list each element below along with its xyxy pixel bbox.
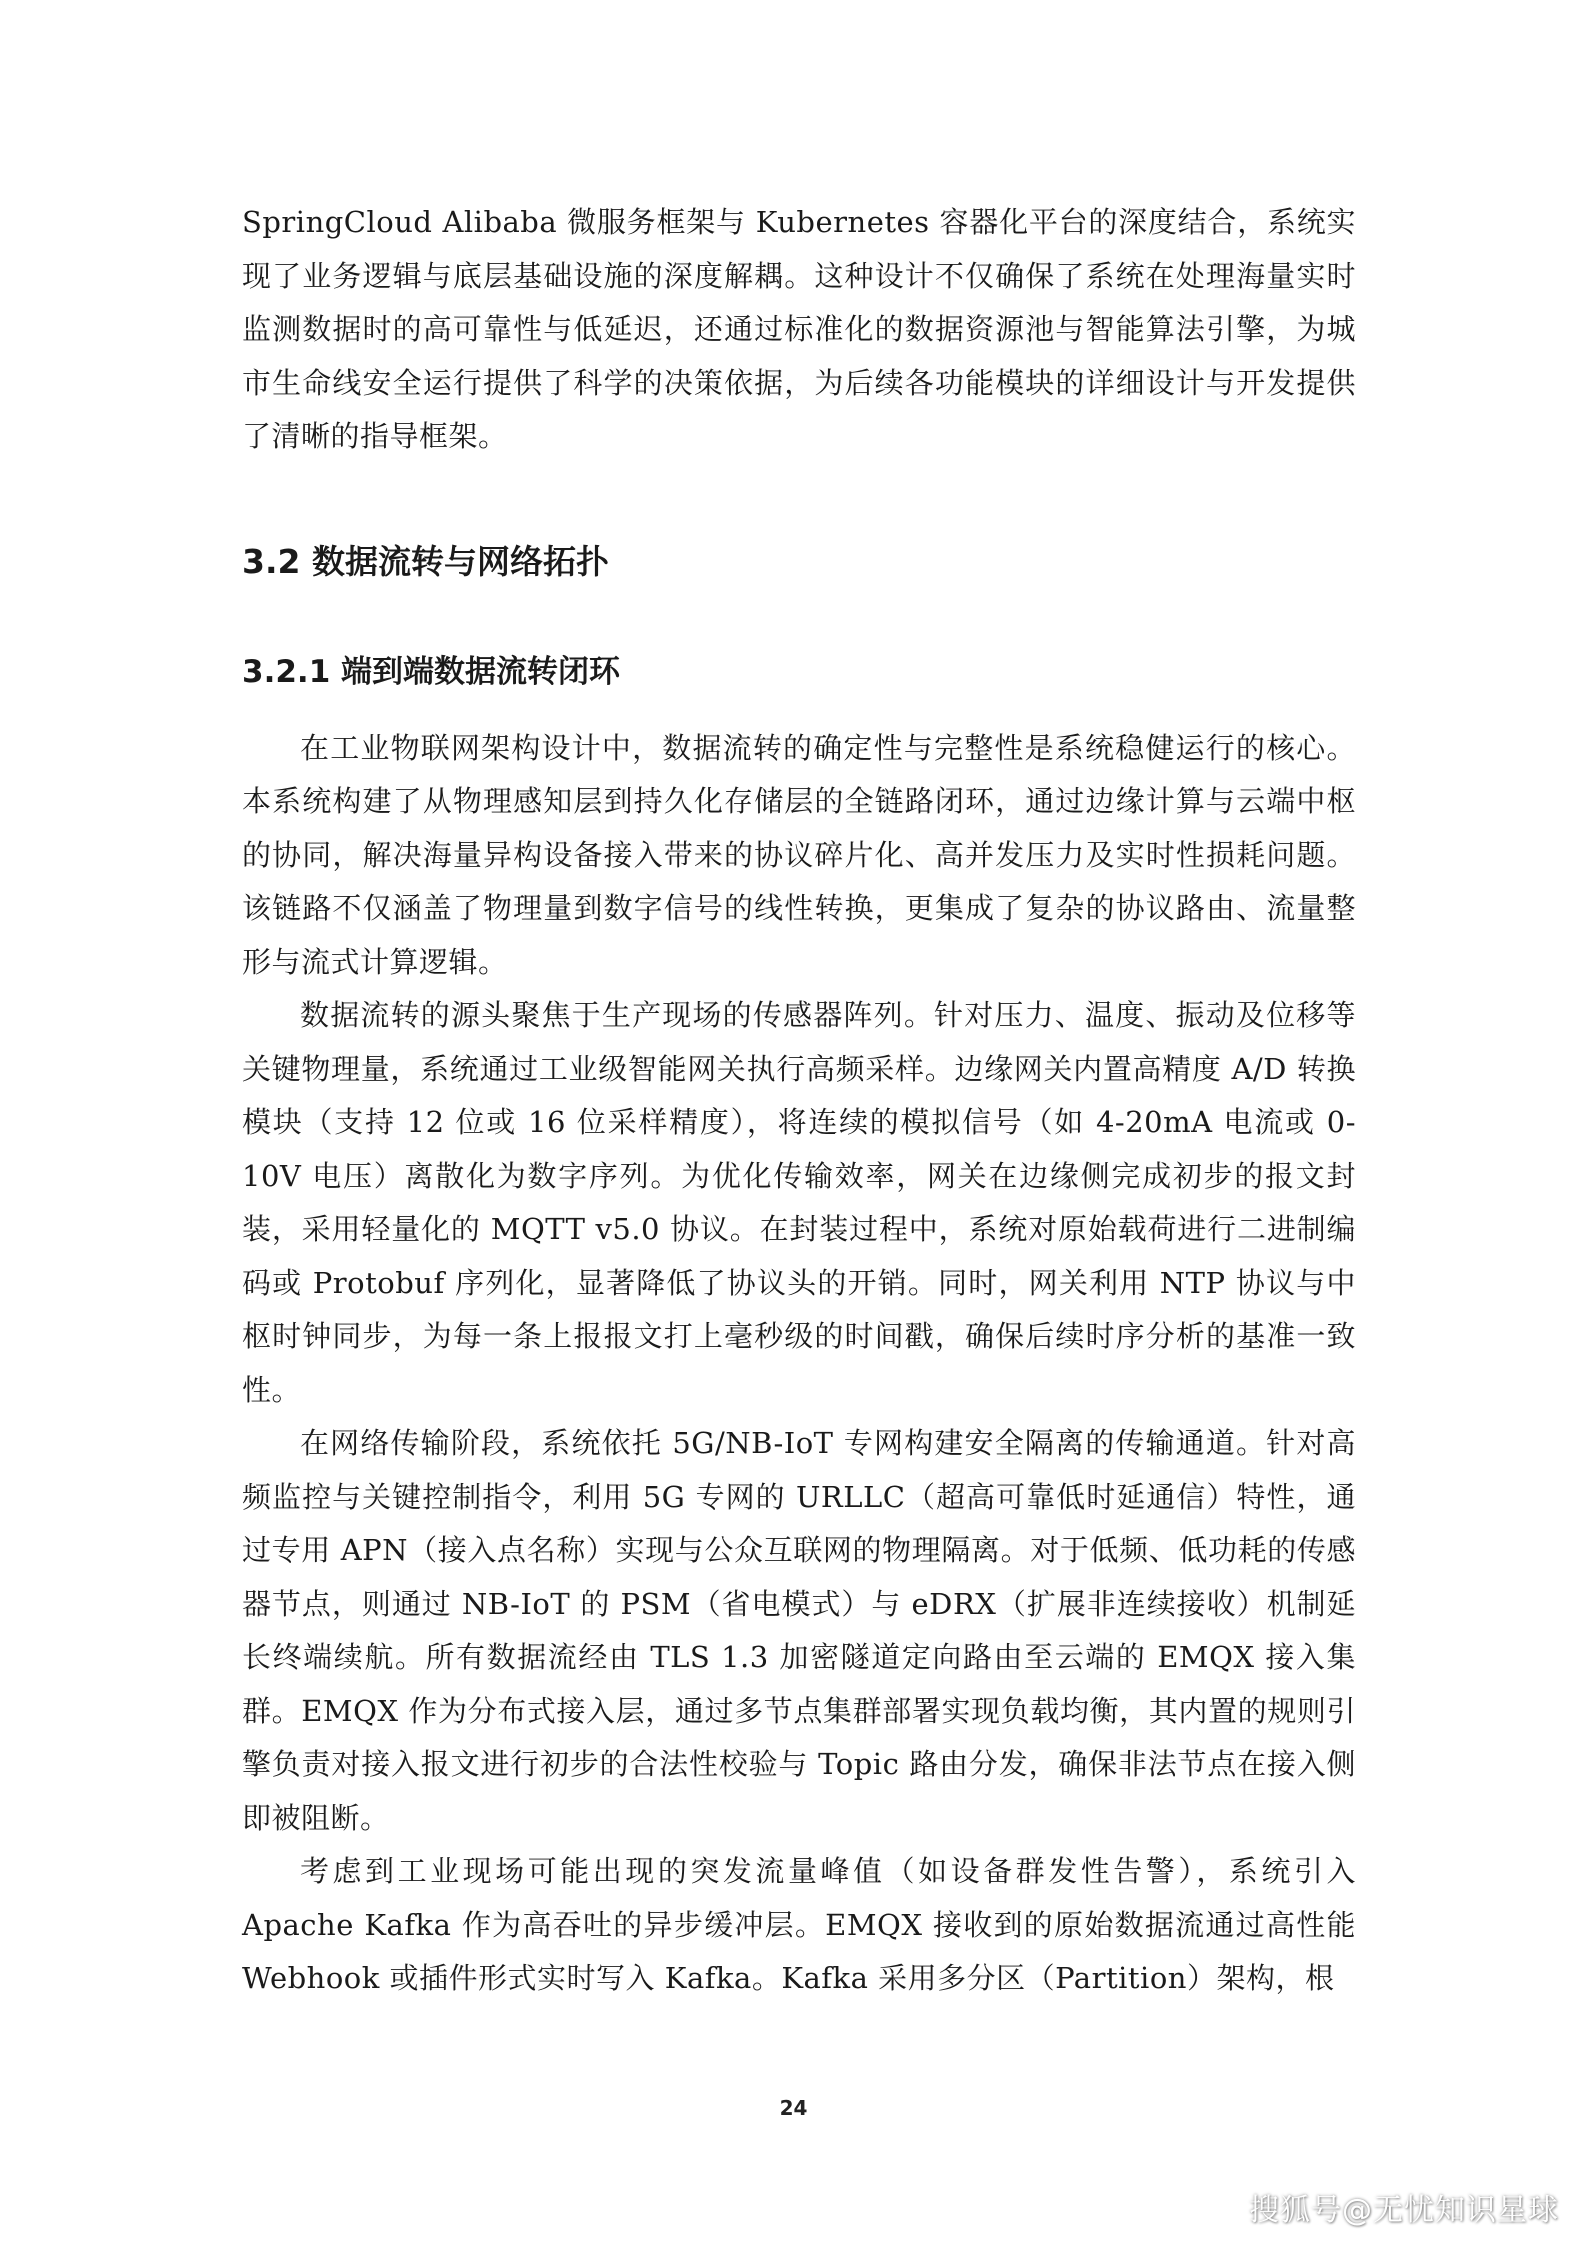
subsection-heading: 3.2.1 端到端数据流转闭环 — [242, 653, 621, 690]
page-number: 24 — [779, 2096, 808, 2120]
body-paragraph-1: 在工业物联网架构设计中，数据流转的确定性与完整性是系统稳健运行的核心。本系统构建了从物理感知层到持久化存储层的全链路闭环，通过边缘计算与云端中枢的协同，解决海量异构设备接入带来的协议碎片化、高并发压力及实时性损耗问题。该链路不仅涵盖了物理量到数字信号的线性转换，更集成了复杂的协议路由、流量整形与流式计算逻辑。 — [242, 730, 1356, 979]
intro-paragraph: SpringCloud Alibaba 微服务框架与 Kubernetes 容器化平台的深度结合，系统实现了业务逻辑与底层基础设施的深度解耦。这种设计不仅确保了系统在处理海量实时监测数据时的高可靠性与低延迟，还通过标准化的数据资源池与智能算法引擎，为城市生命线安全运行提供了科学的决策依据，为后续各功能模块的详细设计与开发提供了清晰的指导框架。 — [242, 205, 1356, 453]
body-paragraph-3: 在网络传输阶段，系统依托 5G/NB-IoT 专网构建安全隔离的传输通道。针对高频监控与关键控制指令，利用 5G 专网的 URLLC（超高可靠低时延通信）特性，通过专用 APN（接入点名称）实现与公众互联网的物理隔离。对于低频、低功耗的传感器节点，则通过 NB-IoT 的 PSM（省电模式）与 eDRX（扩展非连续接收）机制延长终端续航。所有数据流经由 TLS 1.3 加密隧道定向路由至云端的 EMQX 接入集群。EMQX 作为分布式接入层，通过多节点集群部署实现负载均衡，其内置的规则引擎负责对接入报文进行初步的合法性校验与 Topic 路由分发，确保非法节点在接入侧即被阻断。 — [242, 1426, 1356, 1835]
watermark: 搜狐号@无忧知识星球 — [1249, 2193, 1559, 2228]
body-paragraph-2: 数据流转的源头聚焦于生产现场的传感器阵列。针对压力、温度、振动及位移等关键物理量，系统通过工业级智能网关执行高频采样。边缘网关内置高精度 A/D 转换模块（支持 12 位或 16 位采样精度），将连续的模拟信号（如 4-20mA 电流或 0-10V 电压）离散化为数字序列。为优化传输效率，网关在边缘侧完成初步的报文封装，采用轻量化的 MQTT v5.0 协议。在封装过程中，系统对原始载荷进行二进制编码或 Protobuf 序列化，显著降低了协议头的开销。同时，网关利用 NTP 协议与中枢时钟同步，为每一条上报报文打上毫秒级的时间戳，确保后续时序分析的基准一致性。 — [242, 998, 1356, 1407]
body-paragraph-4: 考虑到工业现场可能出现的突发流量峰值（如设备群发性告警），系统引入 Apache Kafka 作为高吞吐的异步缓冲层。EMQX 接收到的原始数据流通过高性能 Webhook 或插件形式实时写入 Kafka。Kafka 采用多分区（Partition）架构，根 — [242, 1854, 1356, 1995]
document-page — [242, 196, 1356, 2006]
section-heading: 3.2 数据流转与网络拓扑 — [242, 541, 609, 581]
